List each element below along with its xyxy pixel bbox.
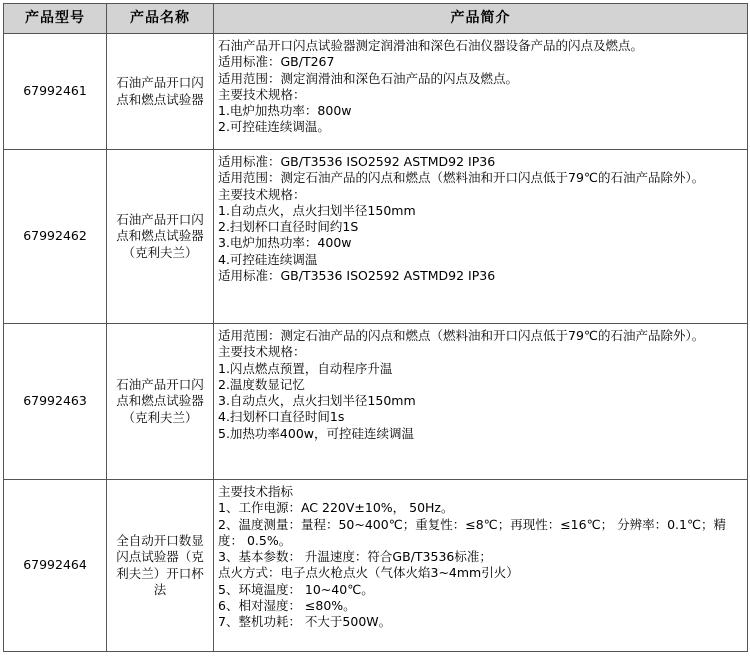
table-row: [4, 150, 748, 324]
table-body: [4, 34, 748, 652]
description-line: 7、整机功耗： 不大于500W。: [218, 614, 392, 630]
name-line: 利夫兰）开口杯: [116, 565, 204, 581]
name-line: 点和燃点试验器: [116, 228, 204, 244]
header-name: 产品名称: [107, 4, 214, 34]
name-cell: [107, 150, 214, 324]
description-line: 主要技术指标: [218, 484, 294, 499]
model-cell: 67992461: [4, 34, 107, 150]
name-cell: [107, 480, 214, 652]
description-line: 5、环境温度： 10~40℃。: [218, 581, 374, 597]
description-line: 1.电炉加热功率：800w: [218, 103, 352, 119]
description-line: 1.闪点燃点预置，自动程序升温: [218, 360, 393, 376]
name-line: 点和燃点试验器: [116, 393, 204, 409]
description-line: 2、温度测量：量程：50~400℃；重复性：≤8℃；再现性：≤16℃； 分辨率：0.1℃；精度： 0.5%。: [218, 516, 727, 548]
description-line: 点火方式：电子点火枪点火（气体火焰3~4mm引火）: [218, 565, 519, 581]
name-line: 闪点试验器（克: [116, 549, 204, 565]
name-line: 石油产品开口闪: [116, 377, 204, 393]
description-line: 适用标准：GB/T3536 ISO2592 ASTMD92 IP36: [218, 154, 496, 169]
description-cell: [214, 324, 748, 480]
name-cell: [107, 34, 214, 150]
table-row: [4, 480, 748, 652]
name-line: （克利夫兰）: [122, 244, 198, 260]
description-line: 适用范围：测定石油产品的闪点和燃点（燃料油和开口闪点低于79℃的石油产品除外）。: [218, 328, 705, 343]
description-line: 1、工作电源：AC 220V±10%， 50Hz。: [218, 500, 454, 516]
description-line: 适用范围：测定润滑油和深色石油产品的闪点及燃点。: [218, 70, 519, 86]
description-line: 主要技术规格：: [218, 344, 306, 360]
description-line: 3.自动点火，点火扫划半径150mm: [218, 393, 416, 409]
description-cell: [214, 150, 748, 324]
description-line: 3.电炉加热功率：400w: [218, 235, 352, 251]
description-line: 2.可控硅连续调温。: [218, 119, 330, 135]
description-line: 适用标准：GB/T267: [218, 54, 335, 70]
description-line: 2.扫划杯口直径时间约1S: [218, 219, 359, 235]
header-row: [4, 4, 748, 34]
description-line: 石油产品开口闪点试验器测定润滑油和深色石油仪器设备产品的闪点及燃点。: [218, 38, 644, 53]
description-cell: [214, 480, 748, 652]
table-row: [4, 324, 748, 480]
description-line: 5.加热功率400w，可控硅连续调温: [218, 425, 415, 441]
name-line: 法: [153, 581, 167, 597]
name-line: 点和燃点试验器: [116, 91, 204, 107]
name-cell: [107, 324, 214, 480]
name-line: 全自动开口数显: [116, 532, 204, 548]
description-line: 6、相对湿度： ≤80%。: [218, 598, 356, 614]
description-line: 3、基本参数： 升温速度：符合GB/T3536标准；: [218, 549, 492, 565]
model-cell: 67992464: [4, 480, 107, 652]
description-line: 1.自动点火，点火扫划半径150mm: [218, 202, 416, 218]
name-line: （克利夫兰）: [122, 409, 198, 425]
description-line: 主要技术规格：: [218, 86, 306, 102]
table-row: [4, 34, 748, 150]
model-cell: 67992463: [4, 324, 107, 480]
name-line: 石油产品开口闪: [116, 75, 204, 91]
header-description: 产品简介: [214, 4, 748, 34]
description-line: 适用范围：测定石油产品的闪点和燃点（燃料油和开口闪点低于79℃的石油产品除外）。: [218, 170, 705, 186]
model-cell: 67992462: [4, 150, 107, 324]
description-line: 适用标准：GB/T3536 ISO2592 ASTMD92 IP36: [218, 268, 496, 284]
header-model: 产品型号: [4, 4, 107, 34]
description-line: 4.可控硅连续调温: [218, 251, 318, 267]
description-line: 主要技术规格：: [218, 186, 306, 202]
description-cell: [214, 34, 748, 150]
description-line: 4.扫划杯口直径时间1s: [218, 409, 345, 425]
name-line: 石油产品开口闪: [116, 212, 204, 228]
description-line: 2.温度数显记忆: [218, 376, 305, 392]
product-table: [3, 3, 748, 652]
